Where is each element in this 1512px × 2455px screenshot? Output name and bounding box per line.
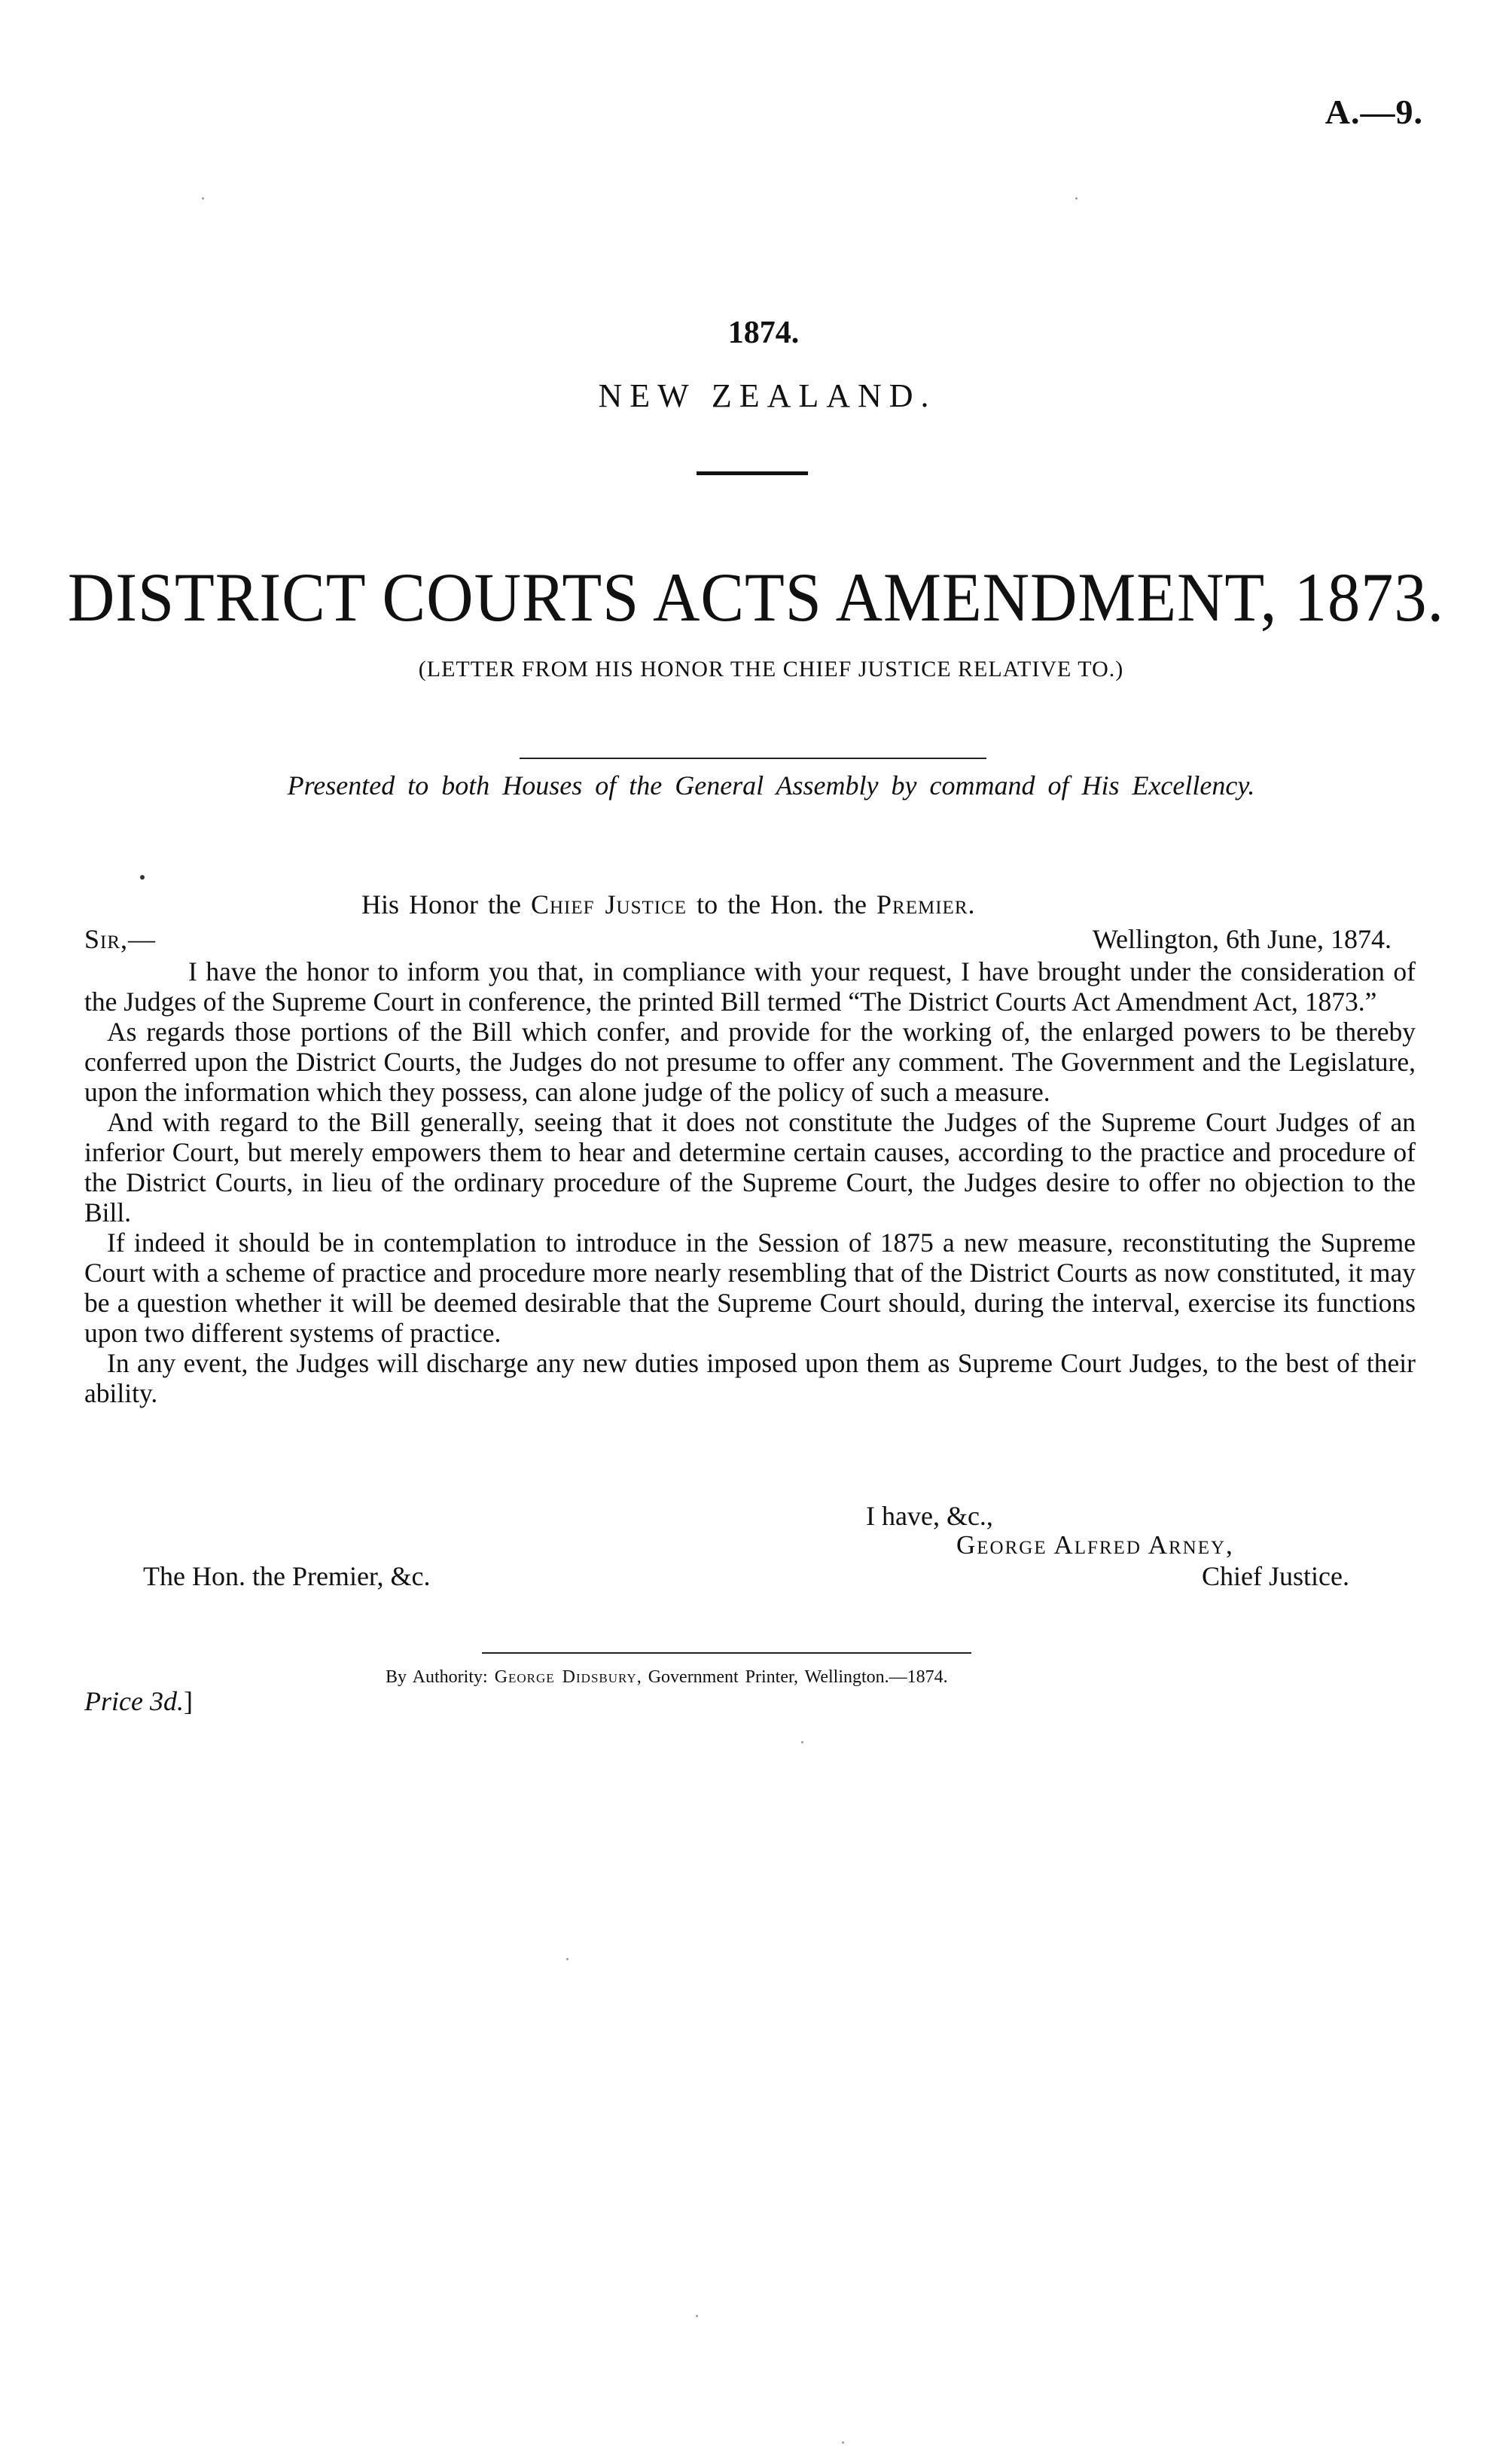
print-mark: [140, 875, 145, 880]
salutation: Sir,—: [84, 924, 157, 954]
signatory-title: Chief Justice.: [1202, 1561, 1349, 1591]
imprint-suffix: , Government Printer, Wellington.—1874.: [636, 1667, 948, 1687]
paper-speck: [202, 197, 204, 200]
place-date: Wellington, 6th June, 1874.: [1092, 924, 1392, 954]
paper-speck: [801, 1741, 803, 1743]
closing: I have, &c.,: [866, 1501, 993, 1531]
page-title: DISTRICT COURTS ACTS AMENDMENT, 1873.: [67, 559, 1445, 636]
heading-divider: [697, 471, 808, 475]
imprint-prefix: By Authority:: [386, 1667, 495, 1687]
presented-notice: Presented to both Houses of the General Assembly by command of His Excellency.: [287, 770, 1255, 801]
paragraph-5: In any event, the Judges will discharge any new duties imposed upon them as Supreme Court Judges, to the best of their ability.: [84, 1348, 1416, 1408]
title-divider: [520, 758, 986, 759]
paper-speck: [566, 1958, 569, 1960]
address-mid: to the Hon. the: [687, 889, 877, 919]
footer-divider: [482, 1652, 971, 1654]
price-unit: d.: [163, 1686, 184, 1716]
paragraph-1: I have the honor to inform you that, in compliance with your request, I have brought under the consideration of the Judges of the Supreme Court in conference, the printed Bill termed “The District Courts Act Amendment Act, 1873.”: [84, 956, 1416, 1017]
country-heading: NEW ZEALAND.: [598, 377, 937, 414]
paper-speck: [696, 2315, 698, 2317]
address-from: Chief Justice: [530, 889, 687, 919]
recipient: The Hon. the Premier, &c.: [143, 1561, 431, 1591]
address-prefix: His Honor the: [361, 889, 531, 919]
paragraph-3: And with regard to the Bill generally, seeing that it does not constitute the Judges of the Supreme Court Judges of an inferior Court, but merely empowers them to hear and determine certain causes, according to the practice and procedure of the District Courts, in lieu of the ordinary procedure of the Supreme Court, the Judges desire to offer no objection to the Bill.: [84, 1107, 1416, 1228]
price-label: Price 3: [84, 1686, 163, 1716]
paper-speck: [842, 2441, 844, 2444]
signatory: George Alfred Arney,: [956, 1530, 1234, 1560]
printer-imprint: [386, 1667, 948, 1688]
paper-speck: [1075, 197, 1078, 200]
letter-body: [84, 956, 1416, 1408]
document-reference: A.—9.: [1325, 93, 1423, 131]
price-bracket: ]: [183, 1686, 193, 1716]
address-to: Premier.: [876, 889, 976, 919]
paragraph-2: As regards those portions of the Bill which confer, and provide for the working of, the enlarged powers to be thereby conferred upon the District Courts, the Judges do not presume to offer any comment. The Government and the Legislature, upon the information which they possess, can alone judge of the policy of such a measure.: [84, 1017, 1416, 1107]
page-subtitle: (LETTER FROM HIS HONOR THE CHIEF JUSTICE RELATIVE TO.): [418, 657, 1124, 682]
price-notice: [84, 1685, 193, 1717]
imprint-printer: George Didsbury: [494, 1667, 637, 1687]
paragraph-4: If indeed it should be in contemplation to introduce in the Session of 1875 a new measure, reconstituting the Supreme Court with a scheme of practice and procedure more nearly resembling that of the District Courts as now constituted, it may be a question whether it will be deemed desirable that the Supreme Court should, during the interval, exercise its functions upon two different systems of practice.: [84, 1228, 1416, 1348]
letter-address: [361, 889, 976, 920]
year-heading: 1874.: [727, 316, 800, 350]
